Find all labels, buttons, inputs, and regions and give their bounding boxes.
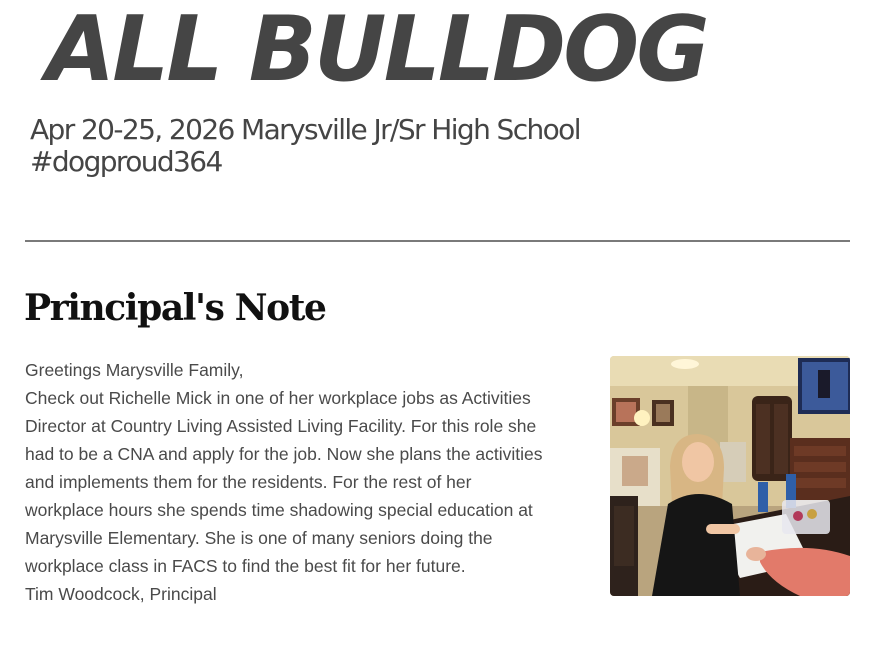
principal-note-body <box>25 356 595 608</box>
note-line: Check out Richelle Mick in one of her workplace jobs as Activities <box>25 388 531 408</box>
note-line: Director at Country Living Assisted Living Facility. For this role she <box>25 416 537 436</box>
student-photo <box>610 356 850 596</box>
note-line: Greetings Marysville Family, <box>25 360 244 380</box>
hashtag: #dogproud364 <box>30 145 222 178</box>
note-line: workplace hours she spends time shadowing special education at <box>25 500 533 520</box>
note-line: workplace class in FACS to find the best fit for her future. <box>25 556 466 576</box>
section-title: Principal's Note <box>24 287 326 329</box>
note-signature: Tim Woodcock, Principal <box>25 584 217 604</box>
note-line: had to be a CNA and apply for the job. Now she plans the activities <box>25 444 543 464</box>
event-dateline: Apr 20-25, 2026 Marysville Jr/Sr High School <box>30 113 580 146</box>
photo-illustration <box>610 356 850 596</box>
note-line: Marysville Elementary. She is one of many seniors doing the <box>25 528 493 548</box>
note-line: and implements them for the residents. For the rest of her <box>25 472 472 492</box>
masthead-title: ALL BULLDOG <box>46 0 707 102</box>
divider-rule <box>25 240 850 242</box>
